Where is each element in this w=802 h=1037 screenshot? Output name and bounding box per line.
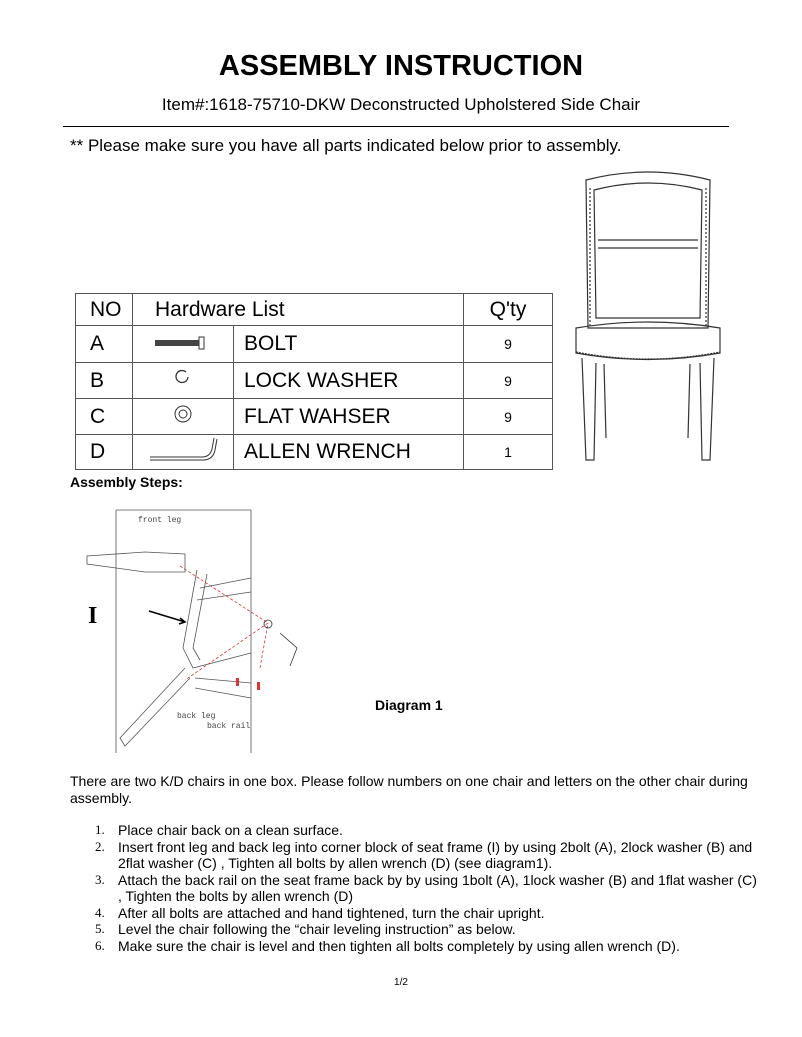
- parts-note: ** Please make sure you have all parts indicated below prior to assembly.: [70, 136, 622, 155]
- step-text: Insert front leg and back leg into corner block of seat frame (I) by using 2bolt (A), 2lock washer (B) and 2flat washer (C) , Tighten all bolts by allen wrench (D) (see diagram1).: [118, 838, 753, 871]
- table-row: [76, 326, 553, 363]
- allen-wrench-icon: [148, 435, 218, 463]
- list-item: [90, 872, 760, 905]
- row-name: FLAT WAHSER: [234, 399, 464, 435]
- step-number: 3.: [95, 871, 105, 887]
- steps-list: [90, 822, 760, 954]
- list-item: [90, 839, 760, 872]
- table-row: [76, 399, 553, 435]
- list-item: [90, 921, 760, 938]
- page-title: ASSEMBLY INSTRUCTION: [218, 50, 584, 82]
- row-no: C: [76, 399, 133, 435]
- step-number: 2.: [95, 838, 105, 854]
- list-item: [90, 822, 760, 839]
- assembly-steps-heading: Assembly Steps:: [70, 474, 183, 490]
- row-qty: 9: [464, 326, 553, 363]
- front-leg-label: front leg: [138, 516, 182, 525]
- row-no: D: [76, 435, 133, 470]
- row-name: ALLEN WRENCH: [234, 435, 464, 470]
- intro-paragraph: There are two K/D chairs in one box. Please follow numbers on one chair and letters on the other chair during assembly.: [70, 773, 748, 806]
- row-qty: 9: [464, 363, 553, 399]
- step-number: 6.: [95, 937, 105, 953]
- item-subtitle: Item#:1618-75710-DKW Deconstructed Upholstered Side Chair: [161, 95, 641, 114]
- table-row: [76, 363, 553, 399]
- chair-illustration: [568, 168, 728, 468]
- step-number: 1.: [95, 822, 105, 837]
- flat-washer-icon: [172, 403, 194, 425]
- row-name: BOLT: [234, 326, 464, 363]
- col-header-qty: Q'ty: [464, 294, 553, 326]
- step-text: Attach the back rail on the seat frame back by by using 1bolt (A), 1lock washer (B) and 1flat washer (C) , Tighten the bolts by allen wrench (D): [118, 871, 757, 904]
- diagram-1: [85, 508, 315, 753]
- step-number: 5.: [95, 921, 105, 936]
- table-row: [76, 435, 553, 470]
- divider: [63, 126, 729, 127]
- col-header-no: NO: [76, 294, 133, 326]
- diagram-label: Diagram 1: [375, 697, 443, 713]
- list-item: [90, 938, 760, 955]
- row-no: A: [76, 326, 133, 363]
- lock-washer-icon: [173, 368, 193, 388]
- step-text: After all bolts are attached and hand tightened, turn the chair upright.: [118, 904, 545, 921]
- col-header-hardware-list: Hardware List: [133, 294, 464, 326]
- back-rail-label: back rail: [207, 722, 251, 731]
- list-item: [90, 905, 760, 922]
- bolt-icon: [153, 336, 213, 350]
- step-text: Level the chair following the “chair leveling instruction” as below.: [118, 921, 516, 937]
- back-leg-label: back leg: [177, 712, 216, 721]
- step-text: Place chair back on a clean surface.: [118, 822, 343, 838]
- row-qty: 1: [464, 435, 553, 470]
- row-name: LOCK WASHER: [234, 363, 464, 399]
- seat-frame-marker: I: [88, 603, 98, 629]
- page-number: 1/2: [394, 977, 408, 988]
- hardware-table: [75, 293, 553, 470]
- step-text: Make sure the chair is level and then tighten all bolts completely by using allen wrench (D).: [118, 937, 680, 954]
- step-number: 4.: [95, 904, 105, 920]
- row-qty: 9: [464, 399, 553, 435]
- row-no: B: [76, 363, 133, 399]
